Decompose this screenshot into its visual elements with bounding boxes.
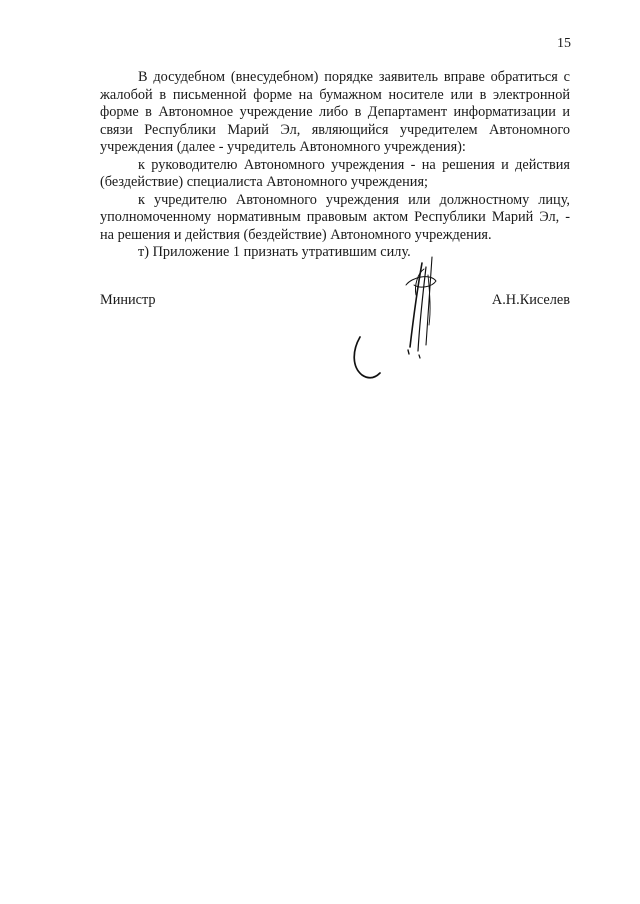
document-body [100, 69, 570, 262]
paragraph-to-director: к руководителю Автономного учреждения - на решения и действия (бездействие) специалиста Автономного учреждения; [100, 156, 570, 190]
page-number: 15 [557, 36, 571, 51]
paragraph-appeal-procedure: В досудебном (внесудебном) порядке заявитель вправе обратиться с жалобой в письменной форме на бумажном носителе или в электронной форме в Автономное учреждение либо в Департамент информатизации и связи Республики Марий Эл, являющийся учредителем Автономного учреждения (далее - учредитель Автономного учреждения): [100, 69, 570, 155]
signer-name: А.Н.Киселев [491, 292, 570, 308]
signer-position: Министр [100, 292, 156, 308]
handwritten-signature-icon [340, 255, 450, 395]
paragraph-to-founder: к учредителю Автономного учреждения или должностному лицу, уполномоченному нормативным правовым актом Республики Марий Эл, - на решения и действия (бездействие) Автономного учреждения. [100, 191, 570, 243]
paragraph-appendix-repeal: т) Приложение 1 признать утратившим силу. [138, 244, 411, 260]
